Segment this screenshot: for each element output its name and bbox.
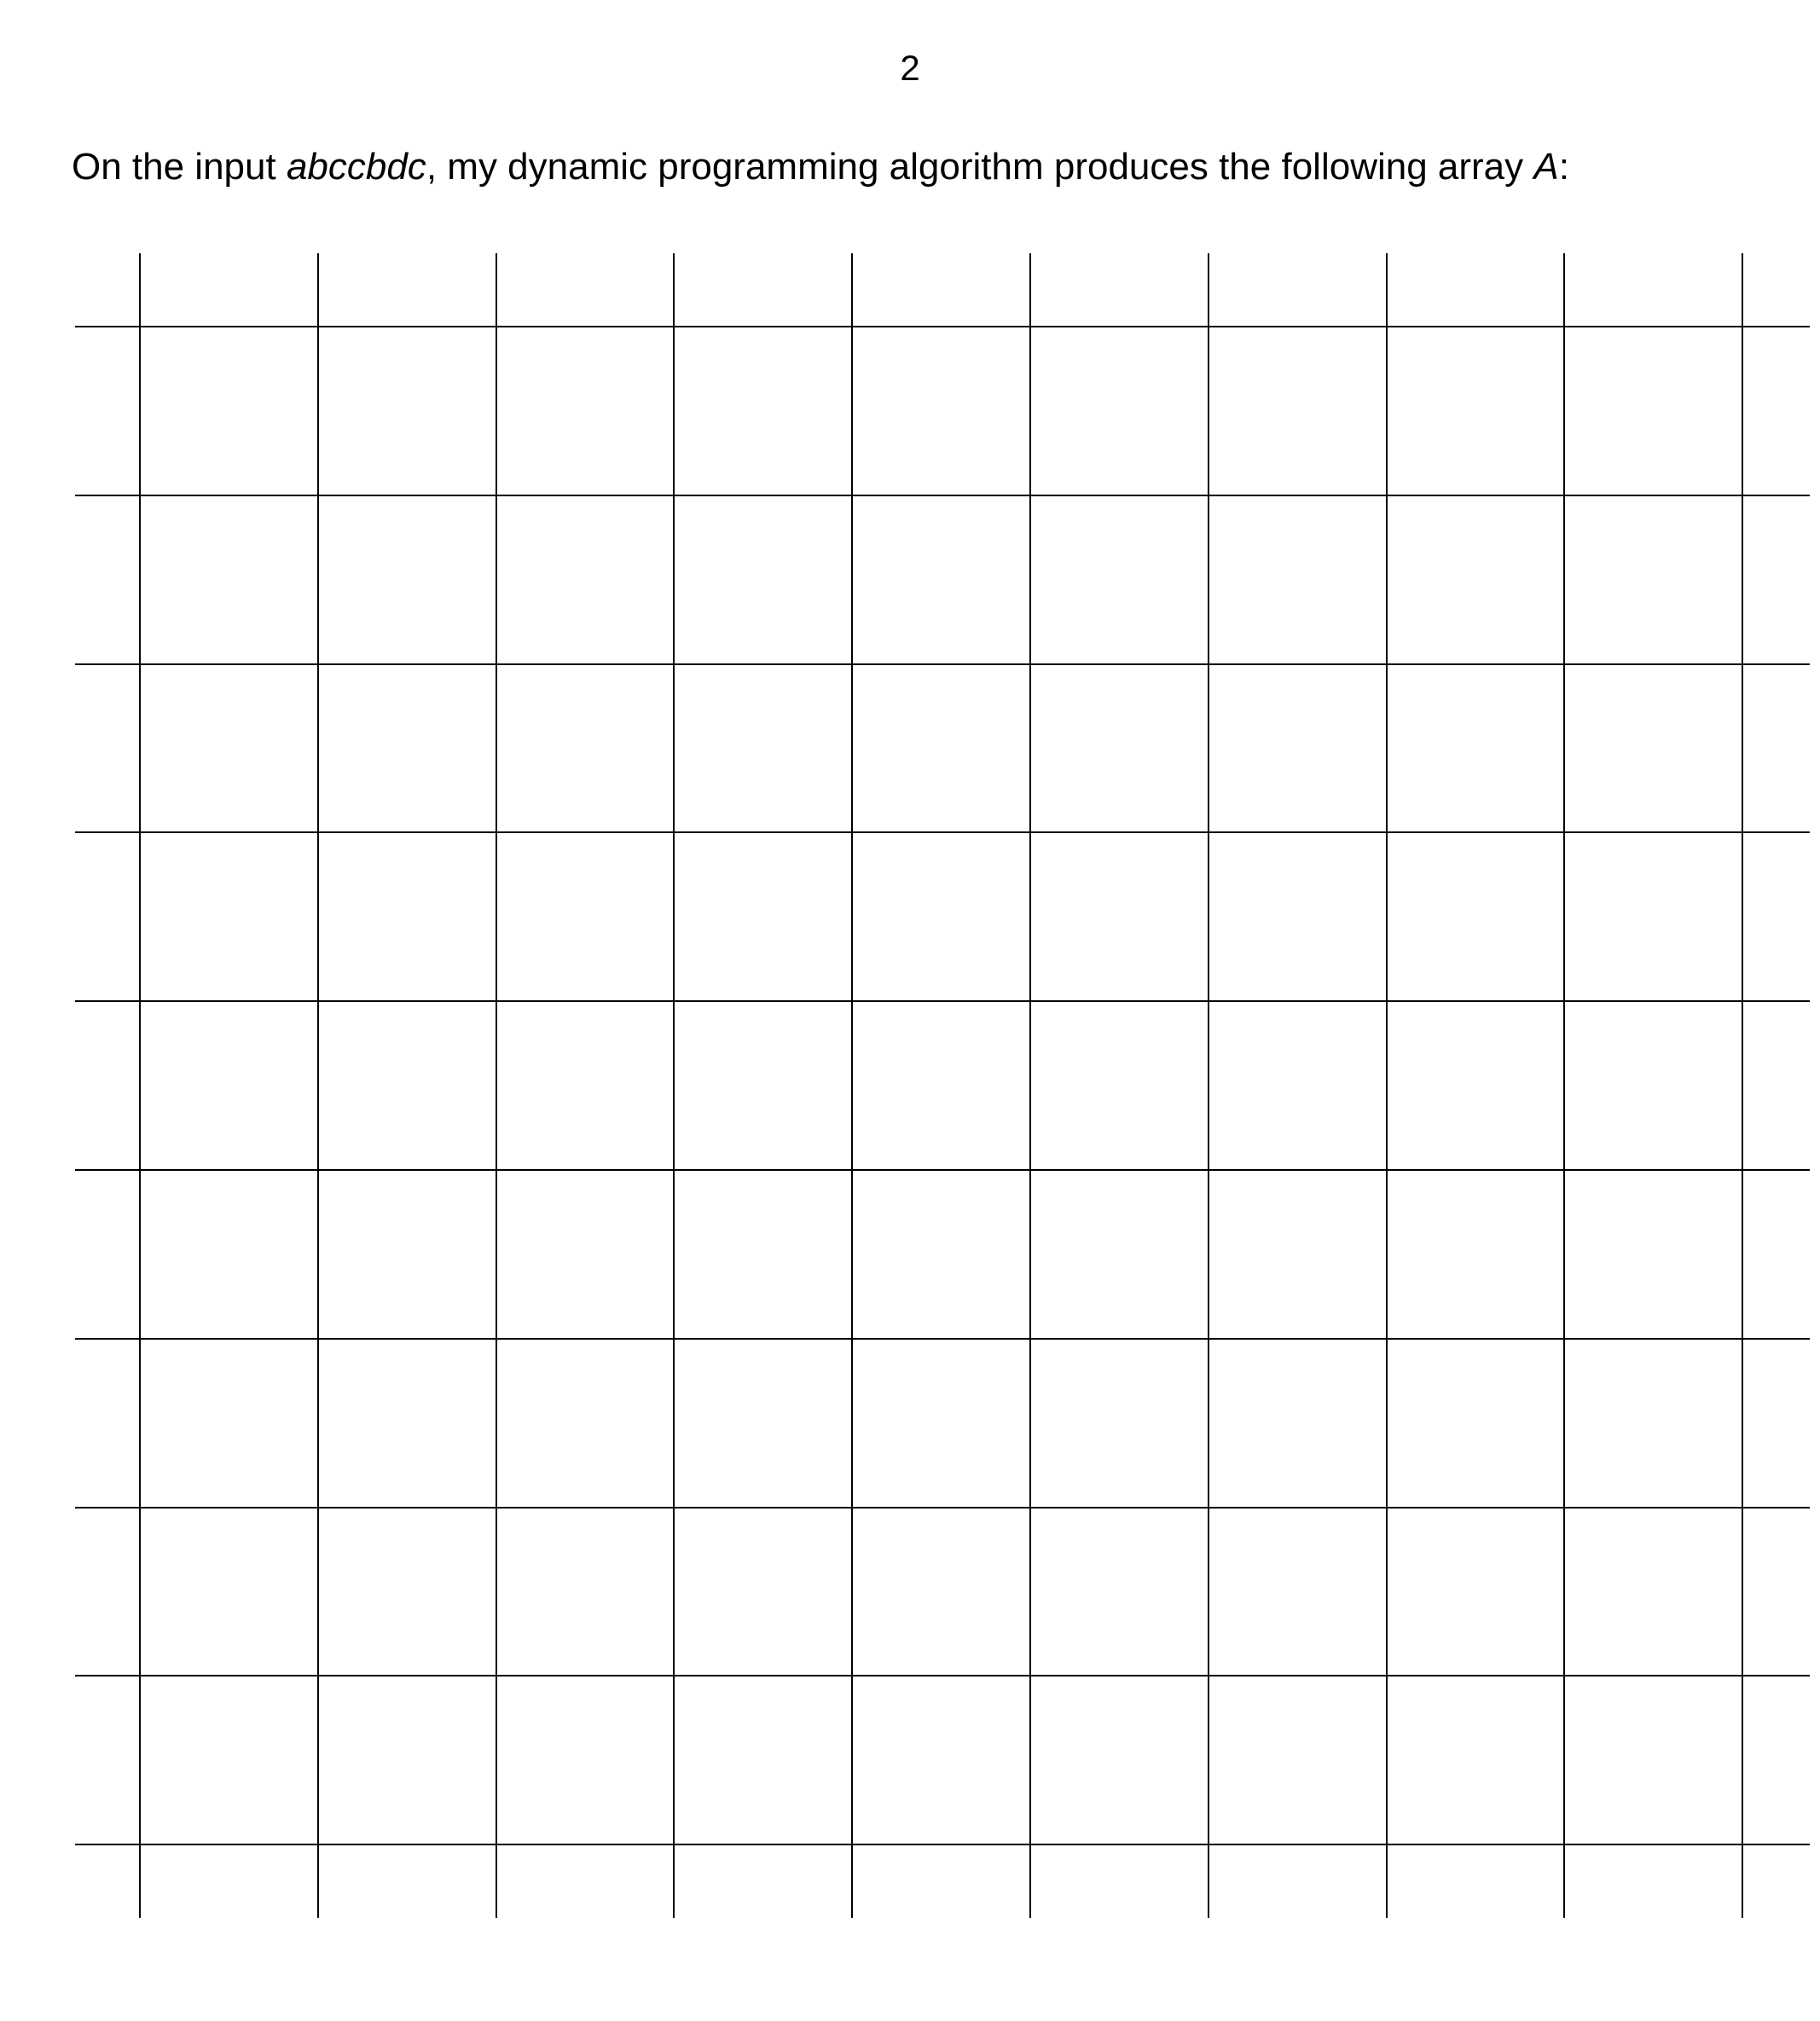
intro-text-before: On the input (72, 146, 287, 188)
input-string: abccbdc (286, 146, 426, 188)
intro-text-middle: , my dynamic programming algorithm produces the following array (426, 146, 1534, 188)
intro-text-after: : (1558, 146, 1569, 188)
page-number: 2 (900, 48, 920, 88)
array-name: A (1533, 146, 1559, 188)
